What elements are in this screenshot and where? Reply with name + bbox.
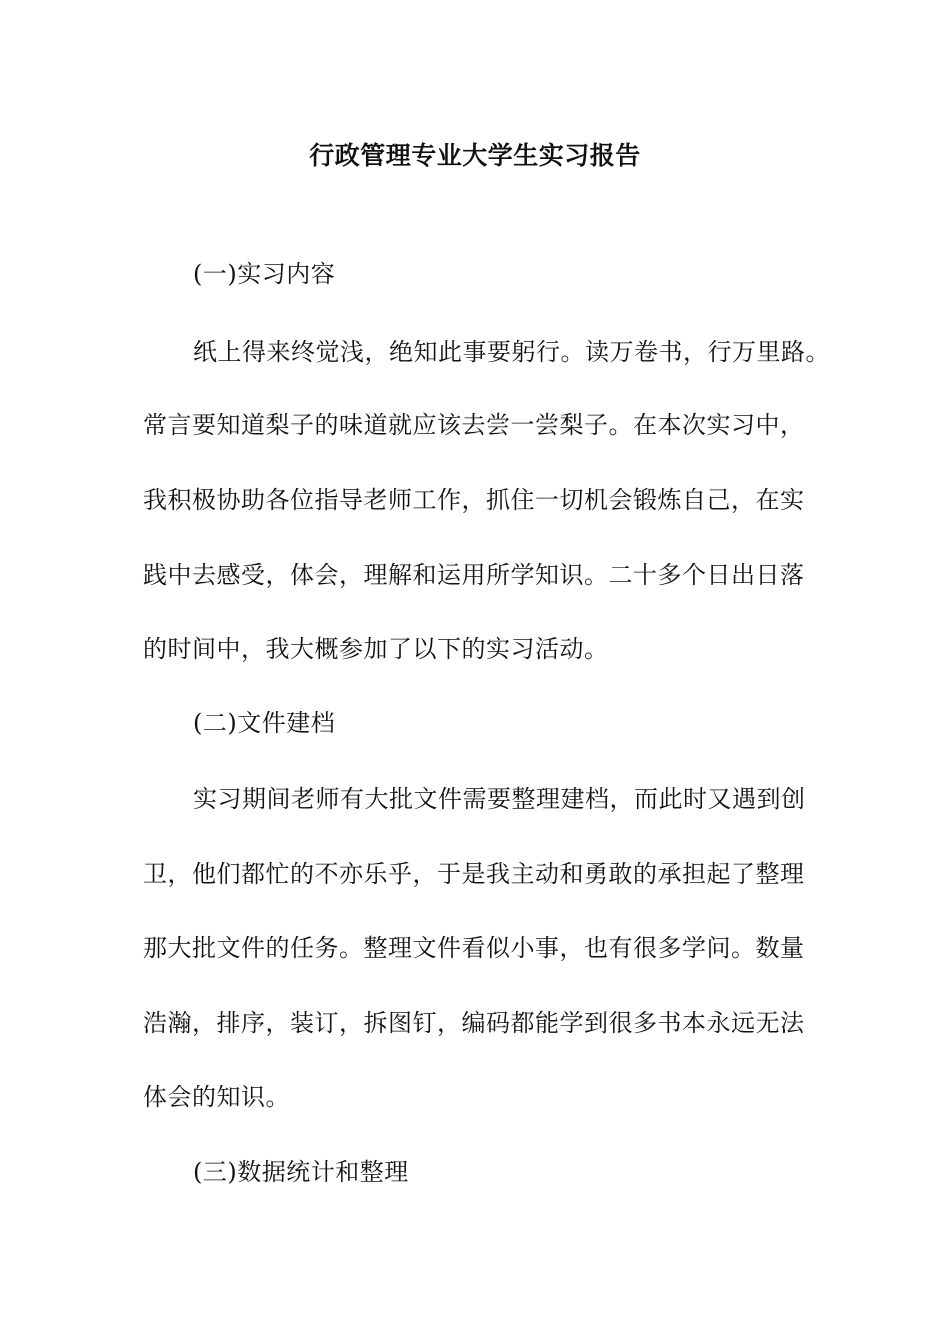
paragraph-line: 体会的知识。 — [143, 1083, 290, 1111]
paragraph-line: 纸上得来终觉浅，绝知此事要躬行。读万卷书，行万里路。 — [193, 338, 830, 366]
section-heading-1: (一)实习内容 — [193, 260, 336, 288]
document-title: 行政管理专业大学生实习报告 — [309, 141, 641, 170]
paragraph-line: 我积极协助各位指导老师工作，抓住一切机会锻炼自己，在实 — [143, 486, 805, 514]
paragraph-line: 实习期间老师有大批文件需要整理建档，而此时又遇到创 — [193, 785, 806, 813]
paragraph-line: 卫，他们都忙的不亦乐乎，于是我主动和勇敢的承担起了整理 — [143, 860, 805, 888]
paragraph-line: 的时间中，我大概参加了以下的实习活动。 — [143, 635, 609, 663]
section-heading-2: (二)文件建档 — [193, 709, 336, 737]
paragraph-line: 浩瀚，排序，装订，拆图钉，编码都能学到很多书本永远无法 — [143, 1009, 805, 1037]
paragraph-line: 践中去感受，体会，理解和运用所学知识。二十多个日出日落 — [143, 561, 805, 589]
paragraph-line: 常言要知道梨子的味道就应该去尝一尝梨子。在本次实习中， — [143, 411, 805, 439]
section-heading-3: (三)数据统计和整理 — [193, 1158, 409, 1186]
paragraph-line: 那大批文件的任务。整理文件看似小事，也有很多学问。数量 — [143, 934, 805, 962]
